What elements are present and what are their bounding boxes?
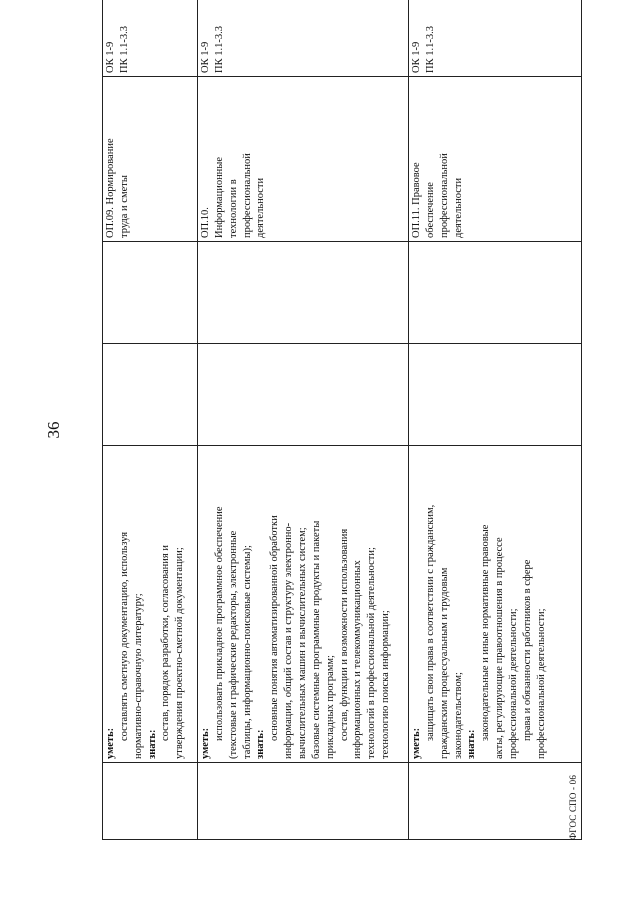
competency-code: ПК 1.1-3.3 <box>424 26 436 73</box>
skills-line: информационных и телекоммуникационных <box>352 560 364 759</box>
competencies-cell <box>103 0 198 77</box>
discipline-cell <box>409 77 582 242</box>
skills-line: утверждения проектно-сметной документации; <box>174 547 186 759</box>
skills-cell <box>409 446 582 763</box>
skills-line: права и обязанности работников в сфере <box>521 559 533 741</box>
discipline-line: деятельности <box>452 177 464 238</box>
curriculum-table <box>102 0 582 840</box>
empty-cell <box>103 242 198 344</box>
skills-line: нормативно-справочную литературу; <box>132 593 144 759</box>
discipline-line: ОП.11. Правовое <box>411 162 422 238</box>
table-row <box>198 0 409 840</box>
skills-line: прикладных программ; <box>324 655 336 759</box>
discipline-line: ОП.09. Нормирование <box>105 138 116 238</box>
competencies-cell <box>198 0 409 77</box>
competency-code: ОК 1-9 <box>200 41 211 73</box>
skills-line: законодательные и иные нормативные правовые <box>480 524 492 741</box>
competency-code: ПК 1.1-3.3 <box>213 26 225 73</box>
skills-line: (текстовые и графические редакторы, электронные <box>227 530 239 759</box>
skills-line: состав, порядок разработки, согласования и <box>160 545 172 741</box>
skills-line: базовые системные программные продукты и пакеты <box>310 520 322 759</box>
skills-heading: уметь: <box>411 727 422 759</box>
rotated-page <box>40 20 600 840</box>
skills-cell <box>198 446 409 763</box>
empty-cell <box>198 763 409 840</box>
discipline-line: профессиональной <box>438 153 450 238</box>
skills-line: технологию поиска информации; <box>380 610 392 759</box>
empty-cell <box>103 763 198 840</box>
skills-line: использовать прикладное программное обеспечение <box>213 506 225 741</box>
skills-line: вычислительных машин и вычислительных систем; <box>297 527 309 759</box>
discipline-line: Информационные <box>213 156 225 238</box>
competency-code: ПК 1.1-3.3 <box>118 26 130 73</box>
empty-cell <box>103 344 198 446</box>
discipline-line: ОП.10. <box>200 207 211 238</box>
skills-line: гражданским процессуальным и трудовым <box>438 567 450 759</box>
competencies-cell <box>409 0 582 77</box>
skills-line: составлять сметную документацию, используя <box>118 531 130 741</box>
skills-line: законодательством; <box>452 672 464 759</box>
skills-line: состав, функции и возможности использования <box>338 528 350 741</box>
skills-heading: знать: <box>146 729 158 759</box>
skills-line: акты, регулирующие правоотношения в процессе <box>494 537 506 759</box>
page-number: 36 <box>44 421 63 439</box>
skills-line: информации, общий состав и структуру электронно- <box>283 522 295 759</box>
empty-cell <box>409 242 582 344</box>
skills-cell <box>103 446 198 763</box>
empty-cell <box>198 242 409 344</box>
discipline-line: труда и сметы <box>118 175 130 238</box>
table-row <box>103 0 198 840</box>
empty-cell <box>409 763 582 840</box>
discipline-line: деятельности <box>255 177 267 238</box>
skills-heading: знать: <box>466 729 478 759</box>
competency-code: ОК 1-9 <box>411 41 422 73</box>
skills-line: профессиональной деятельности; <box>508 608 520 759</box>
skills-heading: уметь: <box>200 727 211 759</box>
empty-cell <box>198 344 409 446</box>
discipline-line: технологии в <box>227 179 239 238</box>
skills-heading: знать: <box>255 729 267 759</box>
table-row <box>409 0 582 840</box>
competency-code: ОК 1-9 <box>105 41 116 73</box>
footer-label: ФГОС СПО - 06 <box>568 774 578 840</box>
discipline-line: обеспечение <box>424 182 436 238</box>
discipline-cell <box>198 77 409 242</box>
skills-line: защищать свои права в соответствии с гражданским, <box>424 504 436 741</box>
skills-line: основные понятия автоматизированной обработки <box>269 515 281 741</box>
skills-line: технологий в профессиональной деятельности; <box>366 547 378 759</box>
discipline-cell <box>103 77 198 242</box>
skills-line: таблицы, информационно-поисковые системы); <box>241 545 253 759</box>
skills-heading: уметь: <box>105 727 116 759</box>
discipline-line: профессиональной <box>241 153 253 238</box>
empty-cell <box>409 344 582 446</box>
skills-line: профессиональной деятельности; <box>535 608 547 759</box>
